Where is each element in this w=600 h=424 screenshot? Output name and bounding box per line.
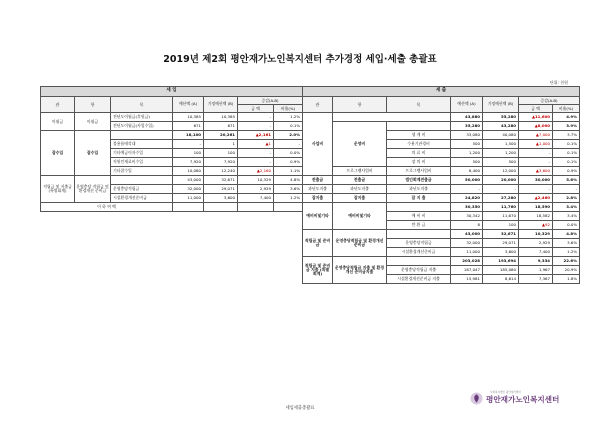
income-gwan: 이월금 xyxy=(41,113,75,131)
expense-prev: 55,280 xyxy=(483,113,519,122)
income-prev: 1 xyxy=(204,140,238,149)
expense-mok: 반 환 금 xyxy=(387,221,451,230)
income-gwan: 적립금 및 지출금 (특별회계) xyxy=(41,176,75,203)
income-header-amount: 금 액 xyxy=(238,105,274,113)
page-footer: 세입세출총괄표 xyxy=(285,406,315,411)
expense-prev: 185,080 xyxy=(483,266,519,275)
income-mok: 운영충당적립금 xyxy=(111,185,173,194)
expense-mok: 시설환경개선준비금 지출 xyxy=(387,275,451,284)
logo-subtitle: 사회복지법인 평안재가센터 xyxy=(490,391,521,394)
expense-section-header: 세 출 xyxy=(303,87,580,97)
expense-header-diff: 증감(A-B) xyxy=(519,97,580,105)
expense-table xyxy=(302,86,580,284)
income-section-header: 세 입 xyxy=(41,87,303,97)
income-ratio: 0.1% xyxy=(274,122,303,131)
income-amount: - xyxy=(238,149,274,158)
expense-ratio: 1.2% xyxy=(553,248,580,257)
income-mok xyxy=(111,176,173,185)
expense-gwan: 적립금 및 준비금 xyxy=(303,230,333,257)
expense-hang: 프로그램사업비 xyxy=(333,167,387,176)
income-budget: 7,920 xyxy=(173,158,204,167)
income-ratio: 4.8% xyxy=(274,176,303,185)
expense-mok xyxy=(333,113,451,122)
expense-amount: 18,582 xyxy=(519,212,553,221)
expense-gwan: 잡지출 xyxy=(303,194,333,203)
income-mok: 직원인제료비수입 xyxy=(111,158,173,167)
expense-amount: 18,590 xyxy=(519,203,553,212)
table-row xyxy=(41,113,303,122)
income-prev: 32,671 xyxy=(204,176,238,185)
expense-prev: 27,280 xyxy=(483,194,519,203)
income-amount: 2,929 xyxy=(238,185,274,194)
expense-budget: 500 xyxy=(451,140,483,149)
expense-mok: 수용기관경비 xyxy=(387,140,451,149)
income-header-ratio: 비율(%) xyxy=(274,105,303,113)
income-budget: 10,080 xyxy=(173,167,204,176)
expense-mok: 잡 지 출 xyxy=(387,194,451,203)
income-mok: 전년도이월금(후원금) xyxy=(111,113,173,122)
expense-amount: 9,334 xyxy=(519,257,553,266)
logo-mark-icon xyxy=(470,392,483,405)
expense-amount: 2,929 xyxy=(519,239,553,248)
income-mok: 불용품매각대 xyxy=(111,140,173,149)
expense-prev: 3,600 xyxy=(483,248,519,257)
income-prev: 100 xyxy=(204,149,238,158)
expense-gwan: 예비비및기타 xyxy=(303,203,333,230)
expense-prev: 11,670 xyxy=(483,212,519,221)
expense-budget: 8,400 xyxy=(451,167,483,176)
expense-header-hang: 항 xyxy=(333,97,387,113)
income-mok: 시설환경개선준비금 xyxy=(111,194,173,203)
income-header-prev: 기정예산액 (B) xyxy=(204,97,238,113)
expense-budget: 8 xyxy=(451,221,483,230)
expense-amount: 7,367 xyxy=(519,275,553,284)
expense-gwan: 사업비 xyxy=(303,113,333,176)
table-row xyxy=(303,230,580,239)
table-row xyxy=(303,113,580,122)
expense-mok: 장 의 비 xyxy=(387,158,451,167)
income-prev: 12,240 xyxy=(204,167,238,176)
expense-ratio: 2.8% xyxy=(553,194,580,203)
expense-hang: 전출금 xyxy=(333,176,387,185)
expense-gwan: 과년도지출 xyxy=(303,185,333,194)
expense-mok: 의 료 비 xyxy=(387,149,451,158)
expense-ratio: 4.9% xyxy=(553,113,580,122)
expense-budget: 203,028 xyxy=(451,257,483,266)
expense-budget: 187,047 xyxy=(451,266,483,275)
income-ratio: 0.9% xyxy=(274,158,303,167)
expense-budget: - xyxy=(451,185,483,194)
expense-ratio: 3.4% xyxy=(553,203,580,212)
expense-amount: ▲8,000 xyxy=(519,122,553,131)
income-prev: 20,261 xyxy=(204,131,238,140)
expense-amount: ▲11,600 xyxy=(519,113,553,122)
expense-prev: 43,280 xyxy=(483,122,519,131)
table-row xyxy=(303,122,580,131)
expense-prev: - xyxy=(483,185,519,194)
expense-hang: 예비비및기타 xyxy=(333,203,387,230)
expense-header-budget: 예산액 (A) xyxy=(451,97,483,113)
expense-prev: 32,671 xyxy=(483,230,519,239)
table-row xyxy=(303,167,580,176)
expense-header-prev: 기정예산액 (B) xyxy=(483,97,519,113)
income-amount: ▲1 xyxy=(238,140,274,149)
income-budget: - xyxy=(173,140,204,149)
expense-prev: 193,694 xyxy=(483,257,519,266)
table-row xyxy=(303,194,580,203)
income-header-diff: 증감(A-B) xyxy=(238,97,303,105)
expense-prev: 20,000 xyxy=(483,176,519,185)
expense-gwan: 적립금 및 준비금 지출 (특별회계) xyxy=(303,257,333,284)
expense-hang: 운영충당적립금 지출 및 환경개선 준비금지출 xyxy=(333,257,387,284)
expense-ratio: 20.9% xyxy=(553,266,580,275)
expense-budget: 500 xyxy=(451,158,483,167)
expense-ratio: 0.9% xyxy=(553,167,580,176)
income-budget: 32,000 xyxy=(173,185,204,194)
expense-mok: 과년도지출 xyxy=(387,185,451,194)
table-row xyxy=(41,176,303,185)
income-budget: 671 xyxy=(173,122,204,131)
income-budget: 100 xyxy=(173,149,204,158)
unit-label: 단위: 천원 xyxy=(549,80,568,85)
expense-mok: 운영충당적립금 지출 xyxy=(387,266,451,275)
income-amount: - xyxy=(238,158,274,167)
expense-mok xyxy=(387,230,451,239)
expense-ratio: 0.1% xyxy=(553,158,580,167)
expense-amount: 1,967 xyxy=(519,266,553,275)
income-header-mok: 목 xyxy=(111,97,173,113)
income-budget: 10,385 xyxy=(173,113,204,122)
expense-prev: 100 xyxy=(483,221,519,230)
expense-mok xyxy=(387,257,451,266)
income-budget: 18,100 xyxy=(173,131,204,140)
income-ratio: 0.0% xyxy=(274,149,303,158)
income-ratio: 3.6% xyxy=(274,185,303,194)
expense-budget: 35,280 xyxy=(451,122,483,131)
expense-budget: 33,080 xyxy=(451,131,483,140)
expense-budget: 15,981 xyxy=(451,275,483,284)
income-ratio: 1.2% xyxy=(274,113,303,122)
expense-ratio: 0.1% xyxy=(553,140,580,149)
expense-prev: 12,000 xyxy=(483,167,519,176)
expense-budget: 1,200 xyxy=(451,149,483,158)
expense-header-amount: 금 액 xyxy=(519,105,553,113)
expense-ratio: - xyxy=(553,185,580,194)
income-ratio: 1.1% xyxy=(274,167,303,176)
expense-budget: 43,000 xyxy=(451,230,483,239)
expense-mok: 시설환경개선준비금 xyxy=(387,248,451,257)
income-ratio: 1.2% xyxy=(274,194,303,203)
expense-mok: 생 계 비 xyxy=(387,131,451,140)
expense-ratio: 22.6% xyxy=(553,257,580,266)
table-row xyxy=(303,203,580,212)
expense-gwan: 전출금 xyxy=(303,176,333,185)
expense-mok: 프로그램사업비 xyxy=(387,167,451,176)
income-mok: 기타잡수입 xyxy=(111,167,173,176)
table-row xyxy=(41,203,303,212)
income-prev: 29,071 xyxy=(204,185,238,194)
expense-hang: 과년도지출 xyxy=(333,185,387,194)
blank-note: 이 하 여 백 xyxy=(41,203,173,212)
income-amount: - xyxy=(238,113,274,122)
empty-cell xyxy=(204,203,238,212)
expense-budget: 43,880 xyxy=(451,113,483,122)
income-ratio: - xyxy=(274,140,303,149)
expense-prev: 40,080 xyxy=(483,131,519,140)
income-prev: 3,600 xyxy=(204,194,238,203)
expense-budget: 50,000 xyxy=(451,176,483,185)
expense-hang: 잡지출 xyxy=(333,194,387,203)
income-prev: 7,920 xyxy=(204,158,238,167)
expense-ratio: 3.9% xyxy=(553,122,580,131)
income-amount: ▲2,161 xyxy=(238,131,274,140)
expense-amount: ▲3,600 xyxy=(519,167,553,176)
income-prev: 671 xyxy=(204,122,238,131)
expense-ratio: 3.4% xyxy=(553,212,580,221)
income-budget: 11,000 xyxy=(173,194,204,203)
expense-ratio: 1.8% xyxy=(553,275,580,284)
income-hang: 운영충당 적립금 및 환경개선 준비금 xyxy=(75,176,111,203)
expense-budget: 30,350 xyxy=(451,203,483,212)
expense-prev: 29,071 xyxy=(483,239,519,248)
income-mok: 전년도이월금(사업수입) xyxy=(111,122,173,131)
expense-prev: 500 xyxy=(483,158,519,167)
expense-mok: 예 비 비 xyxy=(387,212,451,221)
income-header-gwan: 관 xyxy=(41,97,75,113)
expense-prev: 11,760 xyxy=(483,203,519,212)
income-header-budget: 예산액 (A) xyxy=(173,97,204,113)
expense-header-ratio: 비율(%) xyxy=(553,105,580,113)
expense-amount: - xyxy=(519,158,553,167)
table-row xyxy=(303,257,580,266)
income-amount: ▲2,160 xyxy=(238,167,274,176)
expense-prev: 1,200 xyxy=(483,149,519,158)
expense-budget: 11,000 xyxy=(451,248,483,257)
income-header-hang: 항 xyxy=(75,97,111,113)
income-prev: 10,385 xyxy=(204,113,238,122)
empty-cell xyxy=(274,203,303,212)
expense-ratio: 3.6% xyxy=(553,239,580,248)
expense-amount: 30,000 xyxy=(519,176,553,185)
expense-mok xyxy=(387,203,451,212)
income-gwan: 잡수입 xyxy=(41,131,75,176)
empty-cell xyxy=(238,203,274,212)
expense-hang: 운영충당적립금 및 환경개선준비금 xyxy=(333,230,387,257)
income-mok xyxy=(111,131,173,140)
page-title: 2019년 제2회 평안재가노인복지센터 추가경정 세입·세출 총괄표 xyxy=(163,54,437,65)
expense-mok: 법인회계전출금 xyxy=(387,176,451,185)
expense-mok: 운영충당적립금 xyxy=(387,239,451,248)
expense-budget: 24,820 xyxy=(451,194,483,203)
expense-header-gwan: 관 xyxy=(303,97,333,113)
expense-prev: 8,614 xyxy=(483,275,519,284)
income-ratio: 2.0% xyxy=(274,131,303,140)
expense-prev: 1,500 xyxy=(483,140,519,149)
organization-logo xyxy=(470,390,580,406)
income-mok: 기타예금이자수입 xyxy=(111,149,173,158)
expense-ratio: 4.8% xyxy=(553,230,580,239)
expense-amount: - xyxy=(519,185,553,194)
expense-budget: 32,000 xyxy=(451,239,483,248)
expense-amount: 7,400 xyxy=(519,248,553,257)
expense-amount: ▲7,000 xyxy=(519,131,553,140)
expense-hang: 운영비 xyxy=(333,122,387,167)
table-row xyxy=(303,176,580,185)
expense-amount: ▲92 xyxy=(519,221,553,230)
expense-amount: 10,329 xyxy=(519,230,553,239)
empty-cell xyxy=(173,203,204,212)
expense-header-mok: 목 xyxy=(387,97,451,113)
income-budget: 43,000 xyxy=(173,176,204,185)
expense-ratio: 0.1% xyxy=(553,149,580,158)
table-row xyxy=(303,185,580,194)
income-hang: 잡수입 xyxy=(75,131,111,176)
income-amount: 10,329 xyxy=(238,176,274,185)
expense-mok xyxy=(387,122,451,131)
expense-ratio: 5.6% xyxy=(553,176,580,185)
expense-ratio: 3.7% xyxy=(553,131,580,140)
income-amount: - xyxy=(238,122,274,131)
expense-amount: ▲1,000 xyxy=(519,140,553,149)
income-table xyxy=(40,86,303,212)
logo-name: 평안재가노인복지센터 xyxy=(486,395,560,404)
income-amount: 7,400 xyxy=(238,194,274,203)
expense-ratio: 0.0% xyxy=(553,221,580,230)
expense-budget: 30,342 xyxy=(451,212,483,221)
table-row xyxy=(41,131,303,140)
income-hang: 이월금 xyxy=(75,113,111,131)
expense-amount: ▲2,460 xyxy=(519,194,553,203)
expense-amount: - xyxy=(519,149,553,158)
